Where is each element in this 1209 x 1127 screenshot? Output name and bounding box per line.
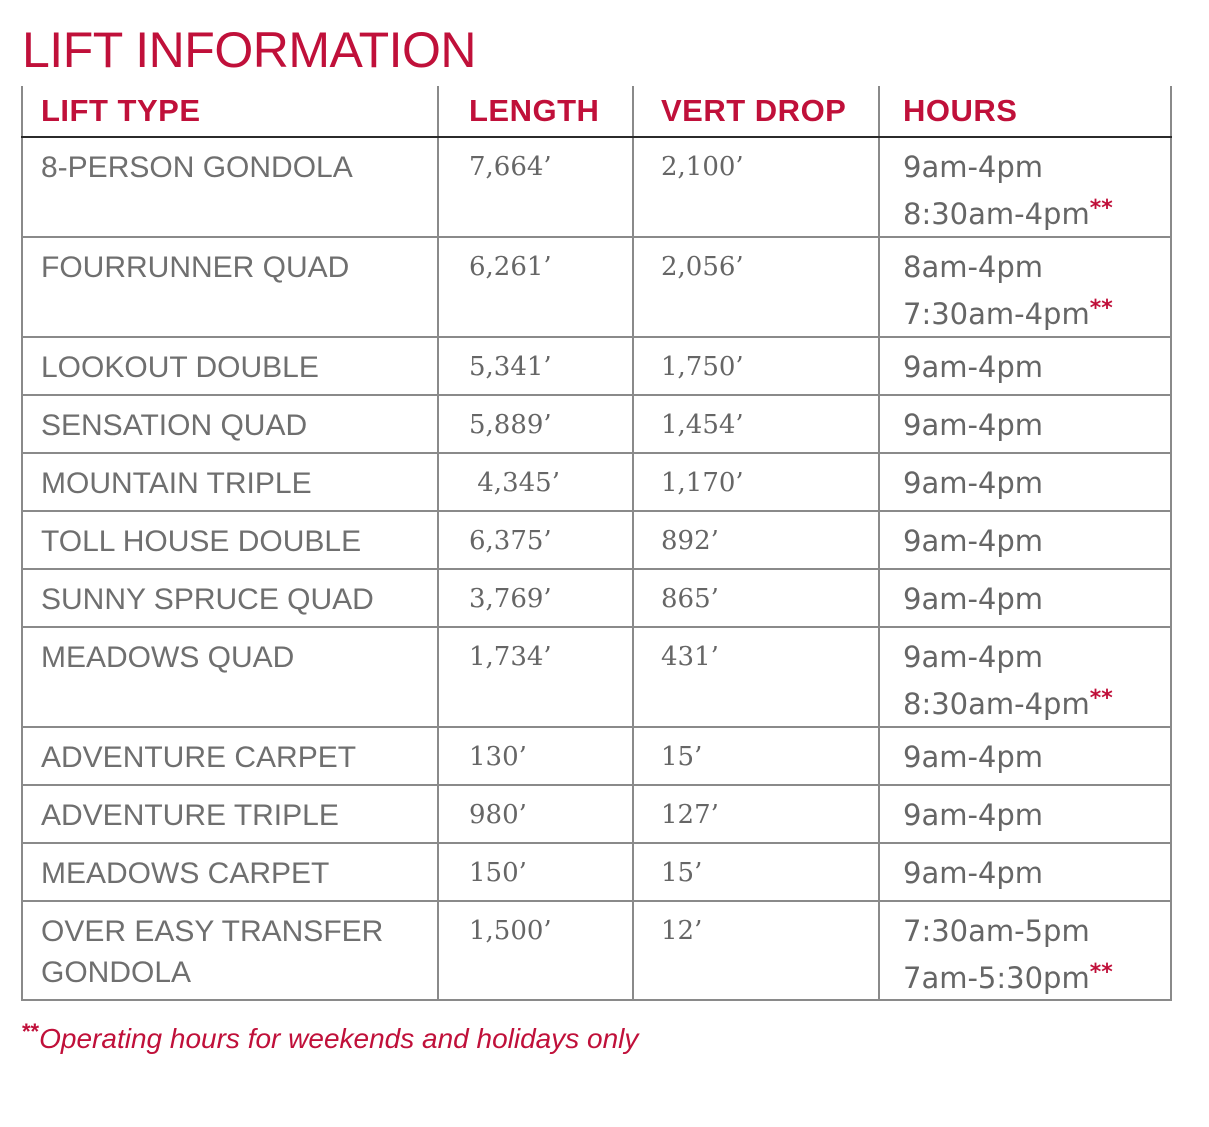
- lift-name: MEADOWS CARPET: [41, 857, 330, 890]
- lift-name: GONDOLA: [41, 956, 192, 989]
- table-row: [22, 785, 1171, 843]
- hours-text: 9am-4pm: [903, 524, 1044, 558]
- table-row: [22, 843, 1171, 901]
- hours-line: [903, 952, 1170, 999]
- vert-drop-cell: 1,454’: [633, 395, 879, 453]
- lift-type-cell: [22, 511, 438, 569]
- lift-information-table: [21, 86, 1172, 1001]
- hours-text: 8:30am-4pm: [903, 197, 1090, 231]
- weekend-holiday-mark: **: [1089, 960, 1113, 985]
- hours-line: [903, 188, 1170, 235]
- hours-line: [903, 678, 1170, 725]
- length-cell: 5,341’: [438, 337, 633, 395]
- length-cell: 6,375’: [438, 511, 633, 569]
- table-row: [22, 337, 1171, 395]
- lift-name: MOUNTAIN TRIPLE: [41, 467, 312, 500]
- hours-cell: [879, 785, 1171, 843]
- lift-type-cell: [22, 901, 438, 1000]
- hours-line: [903, 737, 1170, 778]
- vert-drop-cell: 2,056’: [633, 237, 879, 337]
- lift-name: ADVENTURE CARPET: [41, 741, 357, 774]
- table-row: [22, 395, 1171, 453]
- table-header-row: [22, 86, 1171, 137]
- vert-drop-cell: 892’: [633, 511, 879, 569]
- lift-name: MEADOWS QUAD: [41, 641, 295, 674]
- length-cell: 3,769’: [438, 569, 633, 627]
- vert-drop-cell: 2,100’: [633, 137, 879, 237]
- length-cell: 130’: [438, 727, 633, 785]
- page-title: LIFT INFORMATION: [22, 22, 477, 78]
- table-row: [22, 237, 1171, 337]
- weekend-holiday-mark: **: [1089, 686, 1113, 711]
- length-cell: 150’: [438, 843, 633, 901]
- lift-name: LOOKOUT DOUBLE: [41, 351, 319, 384]
- hours-line: [903, 911, 1170, 952]
- hours-text: 9am-4pm: [903, 150, 1044, 184]
- hours-line: [903, 405, 1170, 446]
- hours-line: [903, 853, 1170, 894]
- hours-text: 7am-5:30pm: [903, 961, 1090, 995]
- lift-name: ADVENTURE TRIPLE: [41, 799, 339, 832]
- footnote: [22, 1019, 638, 1055]
- vert-drop-cell: 865’: [633, 569, 879, 627]
- vert-drop-cell: 1,170’: [633, 453, 879, 511]
- lift-name: SENSATION QUAD: [41, 409, 308, 442]
- hours-cell: [879, 137, 1171, 237]
- hours-cell: [879, 337, 1171, 395]
- column-header-length: LENGTH: [438, 86, 633, 137]
- footnote-mark: **: [22, 1019, 40, 1044]
- lift-type-cell: [22, 395, 438, 453]
- vert-drop-cell: 431’: [633, 627, 879, 727]
- hours-line: [903, 637, 1170, 678]
- table-row: [22, 453, 1171, 511]
- length-cell: 980’: [438, 785, 633, 843]
- hours-line: [903, 147, 1170, 188]
- lift-name: SUNNY SPRUCE QUAD: [41, 583, 374, 616]
- hours-text: 7:30am-4pm: [903, 297, 1090, 331]
- lift-type-cell: [22, 453, 438, 511]
- table-row: [22, 627, 1171, 727]
- lift-type-cell: [22, 569, 438, 627]
- table-row: [22, 569, 1171, 627]
- vert-drop-cell: 15’: [633, 727, 879, 785]
- lift-type-cell: [22, 137, 438, 237]
- hours-cell: [879, 237, 1171, 337]
- vert-drop-cell: 127’: [633, 785, 879, 843]
- hours-text: 9am-4pm: [903, 408, 1044, 442]
- vert-drop-cell: 15’: [633, 843, 879, 901]
- hours-line: [903, 288, 1170, 335]
- vert-drop-cell: 12’: [633, 901, 879, 1000]
- hours-text: 7:30am-5pm: [903, 914, 1090, 948]
- hours-text: 8am-4pm: [903, 250, 1044, 284]
- table-row: [22, 137, 1171, 237]
- hours-text: 9am-4pm: [903, 466, 1044, 500]
- column-header-vert-drop: VERT DROP: [633, 86, 879, 137]
- column-header-hours: HOURS: [879, 86, 1171, 137]
- hours-text: 9am-4pm: [903, 350, 1044, 384]
- hours-line: [903, 795, 1170, 836]
- lift-name: FOURRUNNER QUAD: [41, 251, 350, 284]
- footnote-text: Operating hours for weekends and holidays only: [39, 1023, 639, 1054]
- lift-type-cell: [22, 627, 438, 727]
- hours-text: 9am-4pm: [903, 582, 1044, 616]
- lift-name: OVER EASY TRANSFER: [41, 915, 384, 948]
- weekend-holiday-mark: **: [1089, 296, 1113, 321]
- table-row: [22, 727, 1171, 785]
- hours-cell: [879, 727, 1171, 785]
- table-row: [22, 901, 1171, 1000]
- hours-line: [903, 463, 1170, 504]
- weekend-holiday-mark: **: [1089, 196, 1113, 221]
- hours-cell: [879, 843, 1171, 901]
- hours-cell: [879, 453, 1171, 511]
- hours-line: [903, 521, 1170, 562]
- length-cell: 1,734’: [438, 627, 633, 727]
- lift-name: TOLL HOUSE DOUBLE: [41, 525, 362, 558]
- hours-cell: [879, 901, 1171, 1000]
- hours-text: 9am-4pm: [903, 640, 1044, 674]
- lift-name: 8-PERSON GONDOLA: [41, 151, 353, 184]
- hours-cell: [879, 627, 1171, 727]
- lift-type-cell: [22, 337, 438, 395]
- hours-line: [903, 579, 1170, 620]
- length-cell: 6,261’: [438, 237, 633, 337]
- hours-cell: [879, 395, 1171, 453]
- length-cell: 4,345’: [438, 453, 633, 511]
- length-cell: 5,889’: [438, 395, 633, 453]
- hours-text: 8:30am-4pm: [903, 687, 1090, 721]
- hours-text: 9am-4pm: [903, 798, 1044, 832]
- hours-text: 9am-4pm: [903, 856, 1044, 890]
- lift-type-cell: [22, 843, 438, 901]
- hours-line: [903, 347, 1170, 388]
- hours-line: [903, 247, 1170, 288]
- table-row: [22, 511, 1171, 569]
- length-cell: 1,500’: [438, 901, 633, 1000]
- hours-cell: [879, 511, 1171, 569]
- lift-type-cell: [22, 237, 438, 337]
- table-body: [22, 137, 1171, 1000]
- lift-type-cell: [22, 727, 438, 785]
- vert-drop-cell: 1,750’: [633, 337, 879, 395]
- column-header-lift-type: LIFT TYPE: [22, 86, 438, 137]
- hours-text: 9am-4pm: [903, 740, 1044, 774]
- hours-cell: [879, 569, 1171, 627]
- length-cell: 7,664’: [438, 137, 633, 237]
- lift-type-cell: [22, 785, 438, 843]
